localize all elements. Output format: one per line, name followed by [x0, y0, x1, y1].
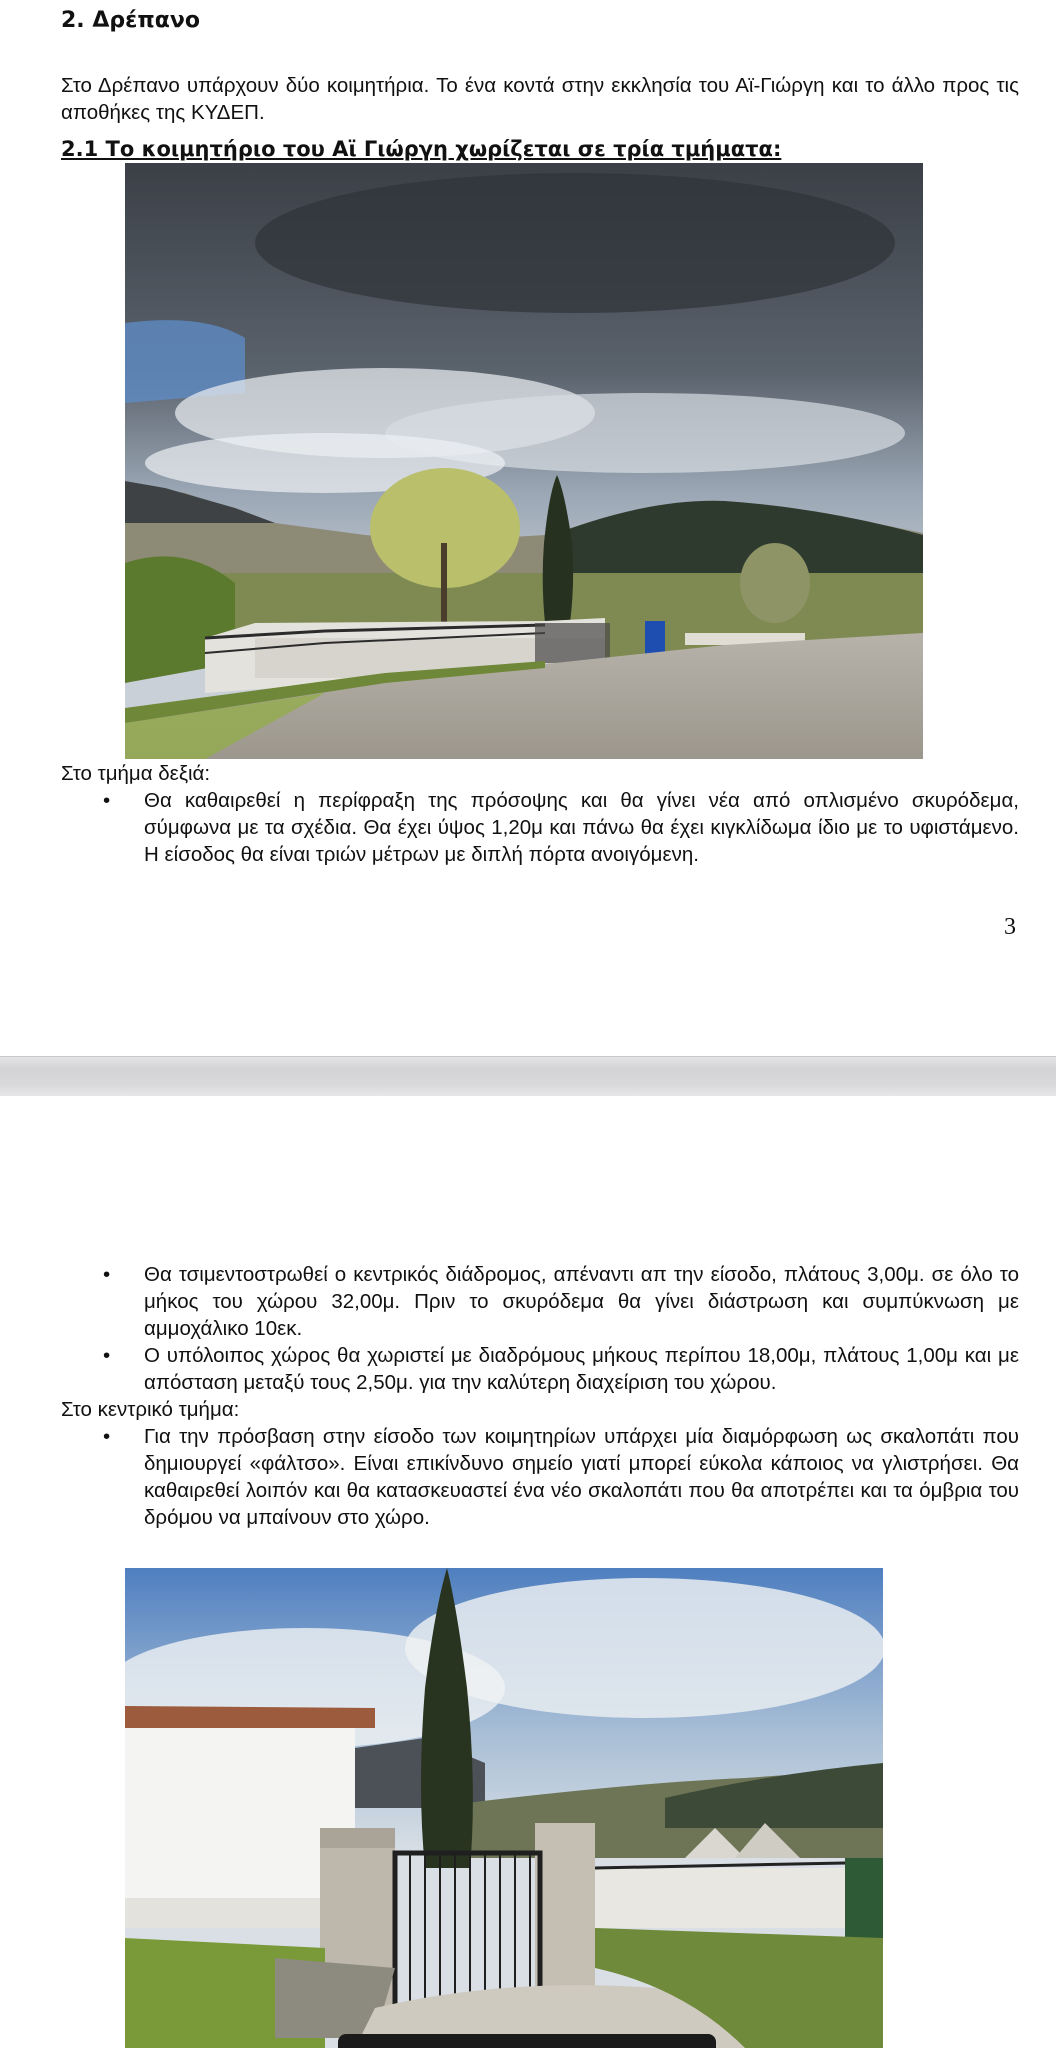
- bullet-glyph: •: [103, 1344, 111, 1367]
- list-item: • Θα καθαιρεθεί η περίφραξη της πρόσοψης και θα γίνει νέα από οπλισμένο σκυρόδεμα, σύμφωνα με τα σχέδια. Θα έχει ύψος 1,20μ και πάνω θα έχει κιγκλίδωμα ίδιο με το υφιστάμενο. Η είσοδος θα είναι τριών μέτρων με διπλή πόρτα ανοιγόμενη.: [103, 789, 1019, 866]
- home-indicator-bar[interactable]: [338, 2034, 716, 2048]
- cemetery-gate-photo: [125, 1568, 883, 2048]
- subsection-heading: 2.1 Το κοιμητήριο του Αϊ Γιώργη χωρίζεται σε τρία τμήματα:: [61, 137, 782, 161]
- bullet-list-center: [61, 1423, 1019, 1531]
- section-heading: 2. Δρέπανο: [61, 8, 200, 33]
- list-item: • Θα τσιμεντοστρωθεί ο κεντρικός διάδρομος, απέναντι απ την είσοδο, πλάτους 3,00μ. σε όλο το μήκος του χώρου 32,00μ. Πριν το σκυρόδεμα θα γίνει διάστρωση και συμπύκνωση με αμμοχάλικο 10εκ.: [103, 1263, 1019, 1340]
- page-separator: [0, 1056, 1056, 1098]
- bullet-glyph: •: [103, 1425, 111, 1448]
- section-center-label: Στο κεντρικό τμήμα:: [61, 1398, 240, 1421]
- bullet-list-right: [61, 787, 1019, 868]
- section-right-label: Στο τμήμα δεξιά:: [61, 762, 211, 785]
- page-number: 3: [1004, 914, 1016, 940]
- intro-paragraph: Στο Δρέπανο υπάρχουν δύο κοιμητήρια. Το ένα κοντά στην εκκλησία του Αϊ-Γιώργη και το άλλο προς τις αποθήκες της ΚΥΔΕΠ.: [61, 74, 1019, 124]
- list-item: • Ο υπόλοιπος χώρος θα χωριστεί με διαδρόμους μήκους περίπου 18,00μ, πλάτους 1,00μ και με απόσταση μεταξύ τους 2,50μ. για την καλύτερη διαχείριση του χώρου.: [103, 1344, 1019, 1394]
- bullet-glyph: •: [103, 789, 111, 812]
- cemetery-road-photo: [125, 163, 923, 759]
- document-page-2: [0, 1096, 1056, 2048]
- bullet-list-right-continued: [61, 1261, 1019, 1396]
- list-item: • Για την πρόσβαση στην είσοδο των κοιμητηρίων υπάρχει μία διαμόρφωση ως σκαλοπάτι που δημιουργεί «φάλτσο». Είναι επικίνδυνο σημείο γιατί μπορεί εύκολα κάποιος να γλιστρήσει. Θα καθαιρεθεί λοιπόν και θα κατασκευαστεί ένα νέο σκαλοπάτι που θα αποτρέπει και τα όμβρια του δρόμου να μπαίνουν στο χώρο.: [103, 1425, 1019, 1529]
- bullet-glyph: •: [103, 1263, 111, 1286]
